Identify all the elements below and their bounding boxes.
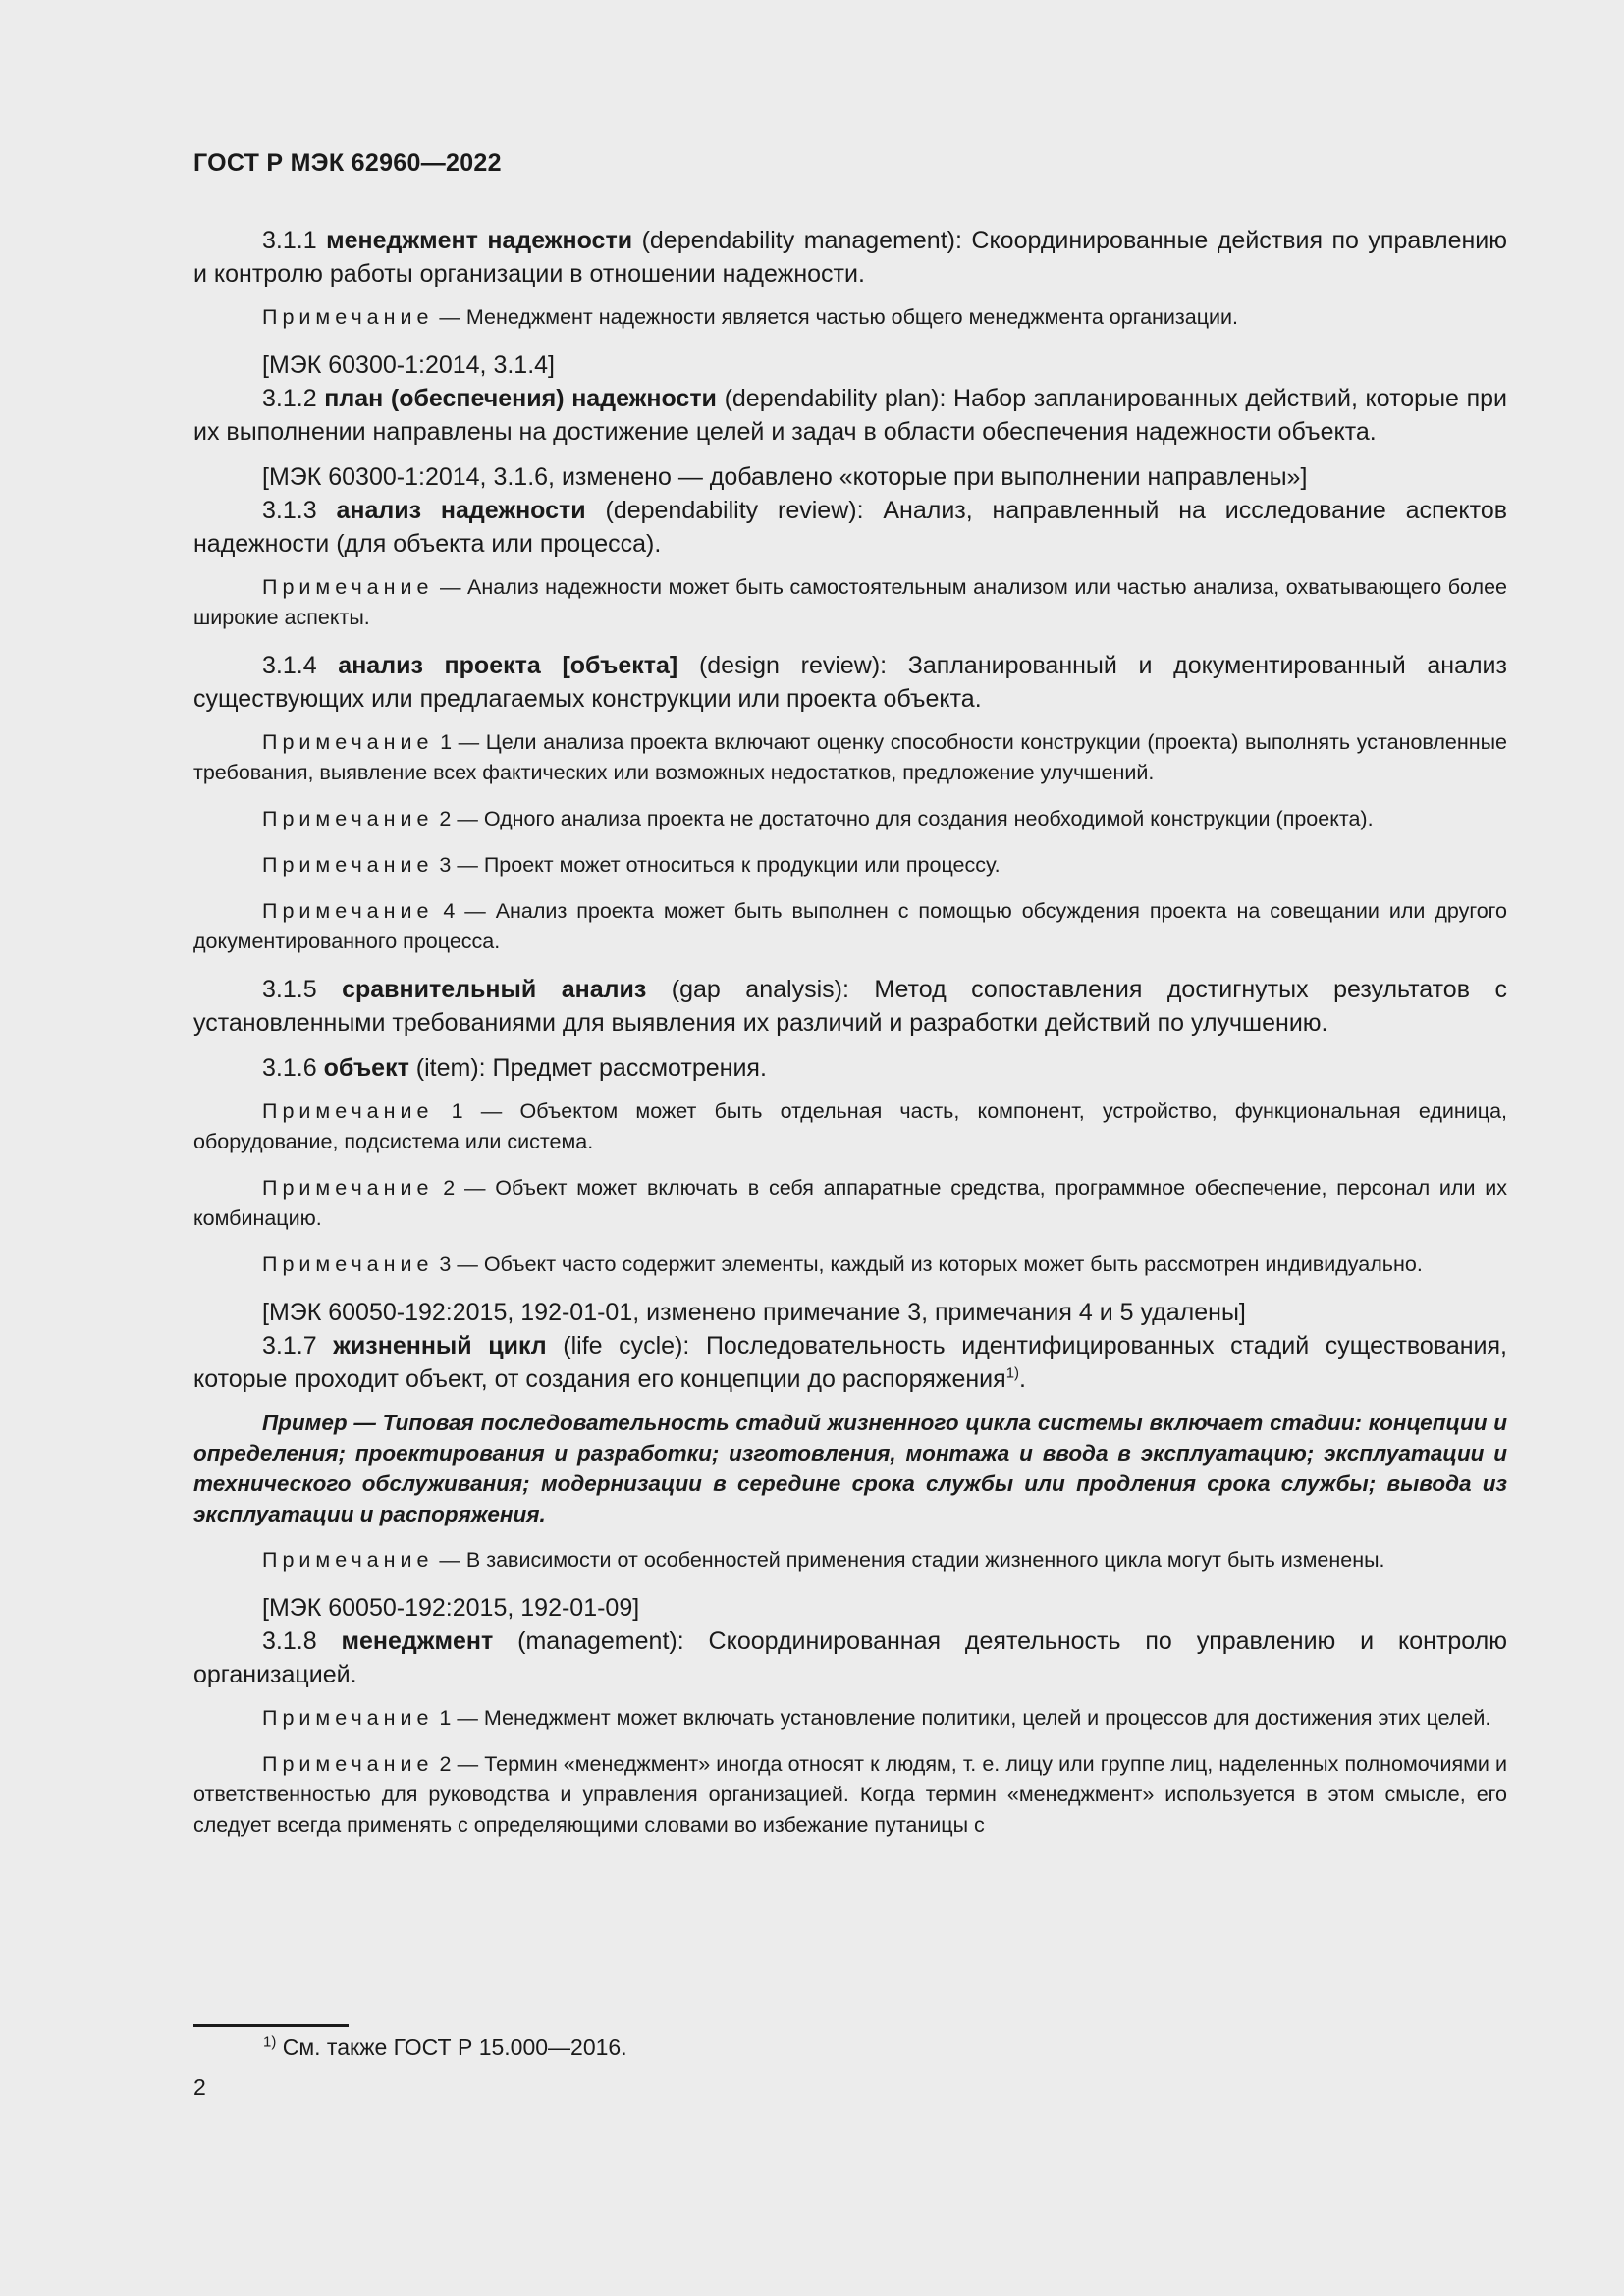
term-number: 3.1.1 (262, 227, 317, 254)
term-definition (193, 224, 1507, 291)
term-text: (gap analysis): Метод сопоставления достигнутых результатов с установленными требованиями для выявления их различий и разработки действий по улучшению. (193, 976, 1507, 1037)
term-name: жизненный цикл (333, 1332, 547, 1360)
source-reference: [МЭК 60050-192:2015, 192-01-09] (262, 1594, 640, 1622)
note-text: 1 — Объектом может быть отдельная часть, компонент, устройство, функциональная единица, оборудование, подсистема или система. (193, 1099, 1507, 1153)
note-text: — В зависимости от особенностей применения стадии жизненного цикла могут быть изменены. (433, 1548, 1385, 1572)
footnote (263, 2031, 627, 2062)
note-text: — Анализ надежности может быть самостоятельным анализом или частью анализа, охватывающего более широкие аспекты. (193, 575, 1507, 629)
term-text: (life cycle): Последовательность идентифицированных стадий существования, которые проходит объект, от создания его концепции до распоряжения (193, 1332, 1507, 1393)
note-text: 3 — Проект может относиться к продукции или процессу. (433, 853, 1001, 877)
term-definition (193, 1625, 1507, 1691)
term-text: (dependability plan): Набор запланированных действий, которые при их выполнении направлены на достижение целей и задач в области обеспечения надежности объекта. (193, 385, 1507, 446)
term-tail: . (1019, 1365, 1026, 1393)
term-name: анализ надежности (336, 497, 586, 524)
note-text: 3 — Объект часто содержит элементы, каждый из которых может быть рассмотрен индивидуально. (433, 1253, 1423, 1276)
term-number: 3.1.2 (262, 385, 317, 412)
term-definition (193, 494, 1507, 561)
term-definition (193, 1051, 1507, 1085)
note-label: Примечание (262, 1548, 434, 1572)
note (193, 1250, 1507, 1280)
term-number: 3.1.5 (262, 976, 317, 1003)
page-number: 2 (193, 2074, 206, 2100)
source-reference: [МЭК 60300-1:2014, 3.1.6, изменено — добавлено «которые при выполнении направлены»] (262, 463, 1308, 491)
document-header: ГОСТ Р МЭК 62960—2022 (193, 149, 502, 177)
note-label: Примечание (262, 1752, 434, 1776)
note (193, 1749, 1507, 1841)
note-label: Примечание (262, 1099, 434, 1123)
term-text: (dependability review): Анализ, направленный на исследование аспектов надежности (для объекта или процесса). (193, 497, 1508, 558)
note (193, 1545, 1507, 1575)
term-name: объект (323, 1054, 409, 1082)
term-definition (193, 1329, 1507, 1396)
term-name: менеджмент (341, 1628, 494, 1655)
note-label: Примечание (262, 853, 434, 877)
note-label: Примечание (262, 807, 434, 830)
footnote-mark: 1) (263, 2033, 277, 2051)
source-reference: [МЭК 60300-1:2014, 3.1.4] (262, 351, 555, 379)
note-text: 4 — Анализ проекта может быть выполнен с помощью обсуждения проекта на совещании или другого документированного процесса. (193, 899, 1507, 953)
source-reference: [МЭК 60050-192:2015, 192-01-01, изменено примечание 3, примечания 4 и 5 удалены] (262, 1299, 1246, 1326)
term-number: 3.1.4 (262, 652, 317, 679)
note (193, 1703, 1507, 1734)
note-label: Примечание (262, 730, 434, 754)
note (193, 896, 1507, 957)
note (193, 572, 1507, 633)
footnote-text: См. также ГОСТ Р 15.000—2016. (276, 2034, 627, 2059)
document-body (193, 224, 1507, 1856)
term-number: 3.1.6 (262, 1054, 317, 1082)
note-text: 2 — Одного анализа проекта не достаточно для создания необходимой конструкции (проекта). (433, 807, 1374, 830)
example: Пример — Типовая последовательность стадий жизненного цикла системы включает стадии: концепции и определения; проектирования и разработки; изготовления, монтажа и ввода в эксплуатацию; эксплуатации и технического обслуживания; модернизации в середине срока службы или продления срока службы; вывода из эксплуатации и распоряжения. (193, 1411, 1507, 1526)
note (193, 727, 1507, 788)
term-text: (item): Предмет рассмотрения. (408, 1054, 767, 1082)
term-definition (193, 382, 1507, 449)
note-label: Примечание (262, 1253, 434, 1276)
note (193, 1173, 1507, 1234)
note-label: Примечание (262, 575, 434, 599)
note-label: Примечание (262, 1706, 434, 1730)
note-text: 1 — Менеджмент может включать установление политики, целей и процессов для достижения этих целей. (433, 1706, 1491, 1730)
note-text: 2 — Термин «менеджмент» иногда относят к людям, т. е. лицу или группе лиц, наделенных полномочиями и ответственностью для руководства и управления организацией. Когда термин «менеджмент» используется в этом смысле, его следует всегда применять с определяющими словами во избежание путаницы с (193, 1752, 1507, 1837)
note-text: 1 — Цели анализа проекта включают оценку способности конструкции (проекта) выполнять установленные требования, выявление всех фактических или возможных недостатков, предложение улучшений. (193, 730, 1507, 784)
note-text: 2 — Объект может включать в себя аппаратные средства, программное обеспечение, персонал или их комбинацию. (193, 1176, 1507, 1230)
footnote-divider (193, 2024, 349, 2027)
term-text: (management): Скоординированная деятельность по управлению и контролю организацией. (193, 1628, 1507, 1688)
note-label: Примечание (262, 305, 434, 329)
term-number: 3.1.8 (262, 1628, 317, 1655)
term-definition (193, 649, 1507, 716)
term-name: план (обеспечения) надежности (324, 385, 717, 412)
note (193, 804, 1507, 834)
term-name: анализ проекта [объекта] (338, 652, 678, 679)
term-text: (dependability management): Скоординированные действия по управлению и контролю работы организации в отношении надежности. (193, 227, 1507, 288)
note (193, 850, 1507, 881)
note-text: — Менеджмент надежности является частью общего менеджмента организации. (433, 305, 1239, 329)
note (193, 302, 1507, 333)
term-name: сравнительный анализ (342, 976, 647, 1003)
term-number: 3.1.3 (262, 497, 317, 524)
note (193, 1096, 1507, 1157)
note-label: Примечание (262, 899, 434, 923)
note-label: Примечание (262, 1176, 434, 1200)
term-definition (193, 973, 1507, 1040)
term-name: менеджмент надежности (326, 227, 633, 254)
term-number: 3.1.7 (262, 1332, 317, 1360)
footnote-ref: 1) (1005, 1364, 1020, 1382)
term-text: (design review): Запланированный и документированный анализ существующих или предлагаемых конструкции или проекта объекта. (193, 652, 1507, 713)
